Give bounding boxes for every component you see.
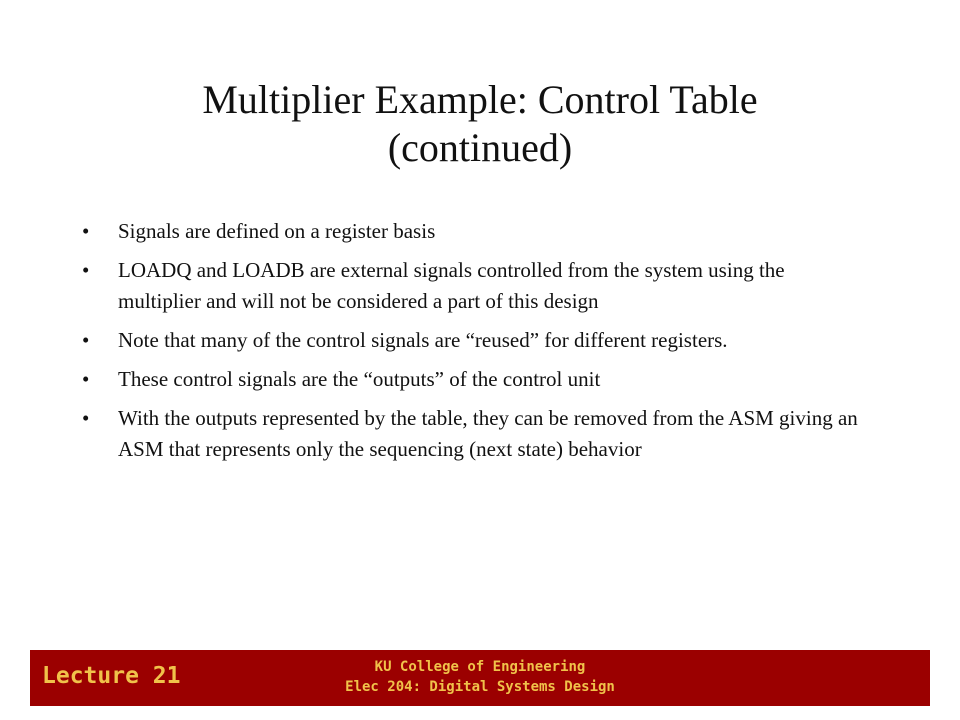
- course-info: [260, 657, 700, 697]
- footer-bar: [30, 650, 930, 706]
- title-line-1: Multiplier Example: Control Table: [202, 77, 758, 122]
- bullet-item: [82, 325, 872, 356]
- bullet-item: [82, 216, 872, 247]
- bullet-text: LOADQ and LOADB are external signals controlled from the system using the multiplier and will not be considered a part of this design: [118, 258, 785, 313]
- course-name: Elec 204: Digital Systems Design: [345, 679, 615, 695]
- bullet-item: [82, 364, 872, 395]
- bullet-text: With the outputs represented by the table, they can be removed from the ASM giving an ASM that represents only the sequencing (next state) behavior: [118, 406, 858, 461]
- bullet-icon: •: [82, 219, 90, 243]
- lecture-label: Lecture 21: [42, 663, 181, 689]
- bullet-text: Signals are defined on a register basis: [118, 219, 436, 243]
- bullet-icon: •: [82, 328, 90, 352]
- bullet-list: [82, 216, 872, 473]
- slide-title: [100, 76, 860, 172]
- bullet-item: [82, 255, 872, 317]
- bullet-text: Note that many of the control signals are “reused” for different registers.: [118, 328, 728, 352]
- bullet-text: These control signals are the “outputs” of the control unit: [118, 367, 601, 391]
- title-line-2: (continued): [387, 125, 573, 170]
- bullet-icon: •: [82, 406, 90, 430]
- bullet-item: [82, 403, 872, 465]
- college-name: KU College of Engineering: [374, 659, 586, 675]
- bullet-icon: •: [82, 258, 90, 282]
- bullet-icon: •: [82, 367, 90, 391]
